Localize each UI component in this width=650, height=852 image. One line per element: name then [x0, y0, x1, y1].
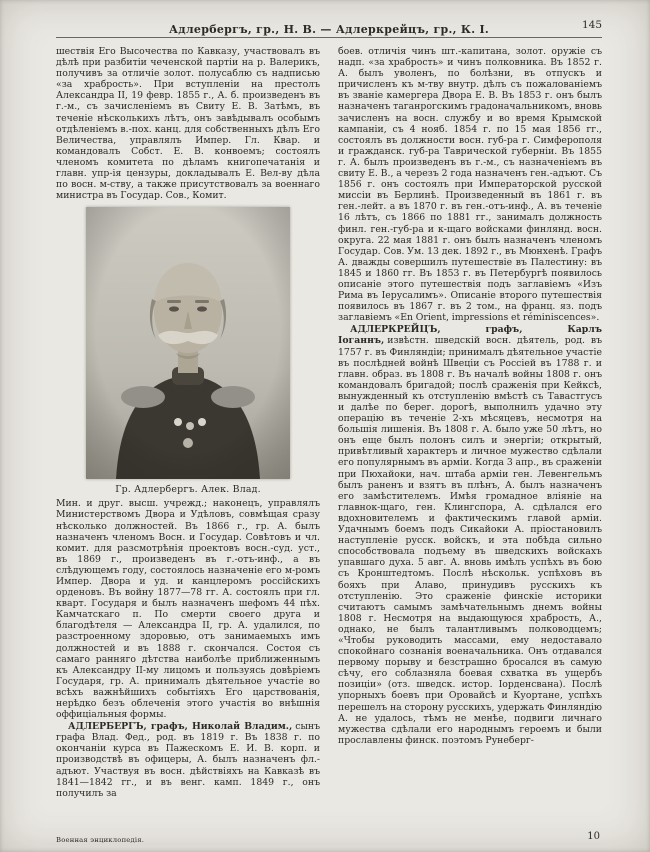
biography-paragraph: Мин. и друг. высш. учрежд.; наконецъ, управлялъ Министерствомъ Двора и Удѣловъ, совмѣщая сразу нѣсколько должностей. Въ 1866 г., гр. А. былъ назначенъ членомъ Восн. и Государ. Совѣтовъ и чл. комит. для разсмотрѣнія проектовъ восн.-суд. уст., въ 1869 г., произведенъ въ г.-отъ-инф., а въ слѣдующемъ году, состоялось назначеніе его м-ромъ Импер. Двора и уд. и канцлеромъ россійскихъ орденовъ. Въ войну 1877—78 гг. А. состоялъ при гл. кварт. Государя и былъ назначенъ шефомъ 44 пѣх. Камчатскаго п. По смерти своего друга и благодѣтеля — Александра II, гр. А. удалился, по разстроенному здоровью, отъ занимаемыхъ имъ должностей и въ 1888 г. скончался. Состоя съ самаго ранняго дѣтства наиболѣе приближеннымъ къ Александру II-му лицомъ и пользуясь довѣріемъ Государя, гр. А. принималъ дѣятельное участіе во всѣхъ важнѣйшихъ событіяхъ Его царствованія, нерѣдко безъ облеченія этого участія во внѣшнія оффиціальныя формы. — [56, 498, 320, 721]
page-header — [56, 18, 602, 34]
continuation-paragraph: боев. отличія чинъ шт.-капитана, золот. оружіе съ надп. «за храбрость» и чинъ полковника. Въ 1852 г. А. былъ уволенъ, по болѣзни, въ отпускъ и причисленъ къ м-тву внутр. дѣлъ съ пожалованіемъ въ званіе камергера Двора Е. В. Въ 1853 г. онъ былъ назначенъ таганрогскимъ градоначальникомъ, вновь зачисленъ на восн. службу и во время Крымской кампаніи, съ 4 нояб. 1854 г. по 15 мая 1856 гг., состоялъ въ должности восн. губ-ра г. Симферополя и гражданск. губ-ра Таврической губерніи. Въ 1855 г. А. былъ произведенъ въ г.-м., съ назначеніемъ въ свиту Е. В., а черезъ 2 года назначенъ ген.-адъют. Съ 1856 г. онъ состоялъ при Императорской русской миссіи въ Берлинѣ. Произведенный въ 1861 г. въ ген.-лейт. а въ 1870 г. въ ген.-отъ-инф., А. въ теченіе 16 лѣтъ, съ 1866 по 1881 гг., занималъ должность финл. ген.-губ-ра и к-щаго войсками финлянд. восн. округа. 22 мая 1881 г. онъ былъ назначенъ членомъ Государ. Сов. Ум. 13 дек. 1892 г., въ Мюнхенѣ. Графъ А. дважды совершилъ путешествіе въ Палестину: въ 1845 и 1860 гг. Въ 1853 г. въ Петербургѣ появилось описаніе этого путешествія подъ заглавіемъ «Изъ Рима въ Іерусалимъ». Описаніе второго путешествія появилось въ 1867 г. въ 2 том., на франц. яз. подъ заглавіемъ «En Orient, impressions et réminiscences». — [338, 46, 602, 324]
entry-text: извѣстн. шведскій восн. дѣятель, род. въ 1757 г. въ Финляндіи; принималъ дѣятельное участіе въ послѣдней войнѣ Швеціи съ Россіей въ 1788 г. и главн. образ. въ 1808 г. Въ началѣ войны 1808 г. онъ командовалъ бригадой; послѣ сраженія при Кейксѣ, вынужденный къ отступленію вмѣстѣ съ Тавастгусъ и далѣе по берег. дорогѣ, выполнилъ удачно эту операцію въ теченіе 2-хъ мѣсяцевъ, несмотря на большія лишенія. Въ 1808 г. А. было уже 50 лѣтъ, но онъ еще былъ полонъ силъ и энергіи; открытый, привѣтливый характеръ и личное мужество сдѣлали его популярнымъ въ арміи. Когда 3 апр., въ сраженіи при Пюхайоки, нач. штаба арміи ген. Левенгельмъ былъ раненъ и взятъ въ плѣнъ, А. былъ назначенъ его замѣстителемъ. Имѣя громадное вліяніе на главнок-щаго, ген. Клингспора, А. сдѣлался его вдохновителемъ и фактическимъ главой арміи. Удачнымъ боемъ подъ Сикайоки А. пріостановилъ наступленіе русск. войскъ, и эта побѣда сильно способствовала подъему въ шведскихъ войскахъ упавшаго духа. 5 авг. А. вновь имѣлъ успѣхъ въ бою съ Кронштедтомъ. Послѣ нѣскольк. успѣховъ въ бояхъ при Алаво, принудивъ русскихъ къ отступленію. Это сраженіе финскіе историки считаютъ самымъ замѣчательнымъ днемъ войны 1808 г. Несмотря на выдающуюся храбрость, А., однако, не былъ талантливымъ полководцемъ; «Чтобы руководить массами, ему недоставало спокойнаго сознанія военачальника. Онъ отдавался первому порыву и безстрашно бросался въ самую сѣчу, его соблазняла боевая схватка въ ущербъ позиціи» (отз. шведск. истор. Іорденсвана). Послѣ упорныхъ боевъ при Оровайсѣ и Куортане, успѣхъ перешелъ на сторону русскихъ, удержать Финляндію А. не удалось, тѣмъ не менѣе, подвиги личнаго мужества сдѣлали его народнымъ героемъ и были прославлены финск. поэтомъ Рунеберг- — [338, 335, 602, 746]
sheet-number: 10 — [587, 831, 600, 842]
portrait-illustration — [86, 207, 290, 479]
entry-title: АДЛЕРБЕРГЪ, графъ, Николай Владим., — [68, 721, 293, 733]
continuation-paragraph: шествія Его Высочества по Кавказу, участвовалъ въ дѣлѣ при разбитіи чеченской партіи на р. Валерикъ, получивъ за отличіе золот. полусаблю съ надписью «за храбрость». При вступленіи на престолъ Александра II, 19 февр. 1855 г., А. б. произведенъ въ г.-м., съ зачисленіемъ въ Свиту Е. В. Затѣмъ, въ теченіе нѣсколькихъ лѣтъ, онъ завѣдывалъ особымъ отдѣленіемъ в.-пох. канц. для собственныхъ дѣлъ Его Величества, управлялъ Импер. Гл. Квар. и командовалъ Собст. Е. В. конвоемъ; состоялъ членомъ комитета по дѣламъ книгопечатанія и главн. упр-ія цензуры, докладывалъ Е. Вел-ву дѣла по восн. м-ству, а также присутствовалъ за военнаго министра въ Государ. Сов., Комит. — [56, 46, 320, 202]
photo-caption: Гр. Адлербергъ. Алек. Влад. — [115, 484, 261, 496]
running-head: Адлербергъ, гр., Н. В. — Адлеркрейцъ, гр., К. I. — [168, 23, 490, 36]
volume-signature: Военная энциклопедія. — [56, 836, 145, 844]
entry-text: сынъ графа Влад. Фед., род. въ 1819 г. Въ 1838 г. по окончаніи курса въ Пажескомъ Е. И. В. корп. и производствѣ въ офицеры, А. былъ назначенъ фл.-адъют. Участвуя въ восн. дѣйствіяхъ на Кавказѣ въ 1841—1842 гг., и въ венг. камп. 1849 г., онъ получилъ за — [56, 721, 320, 799]
left-column — [56, 46, 320, 814]
portrait-figure — [86, 207, 290, 495]
portrait-photo — [86, 207, 290, 479]
page-footer — [56, 830, 602, 844]
page-number: 145 — [581, 19, 602, 31]
right-column — [338, 46, 602, 814]
entry-title: АДЛЕРКРЕЙЦЪ, графъ, Карлъ Іоганнъ, — [338, 324, 602, 347]
entry-adlerkreutz-karl — [338, 324, 602, 746]
entry-adlerberg-nikolai — [56, 721, 320, 799]
text-columns — [56, 46, 602, 814]
header-rule — [56, 37, 602, 38]
